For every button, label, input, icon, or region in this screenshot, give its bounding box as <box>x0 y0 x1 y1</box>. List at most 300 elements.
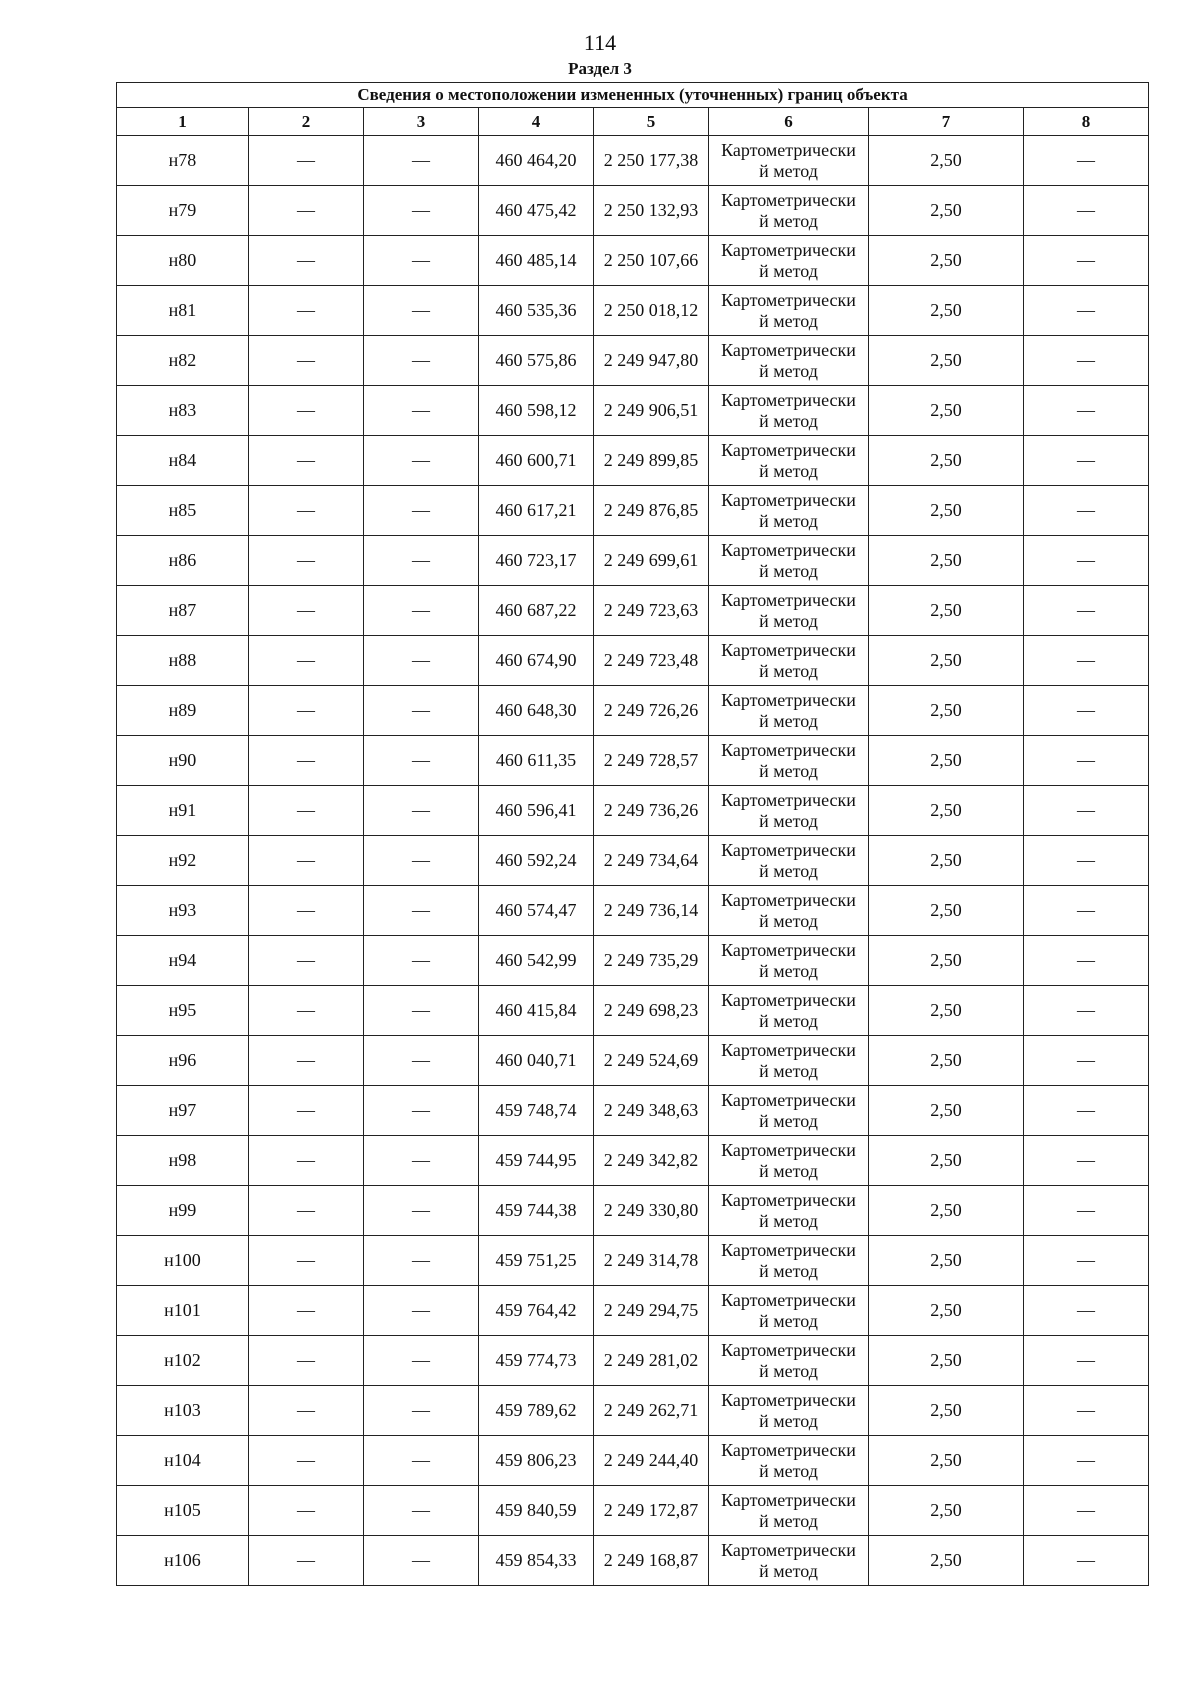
point-name-cell: н93 <box>117 886 249 936</box>
method-cell <box>709 236 869 286</box>
column-number: 4 <box>479 108 594 136</box>
point-name-cell: н84 <box>117 436 249 486</box>
table-row <box>117 586 1149 636</box>
method-text-line-1: Картометрически <box>721 189 856 210</box>
column-8-cell: — <box>1024 636 1149 686</box>
table-row <box>117 1486 1149 1536</box>
column-8-cell: — <box>1024 1086 1149 1136</box>
accuracy-cell: 2,50 <box>869 1086 1024 1136</box>
column-3-cell: — <box>364 886 479 936</box>
point-name-cell: н87 <box>117 586 249 636</box>
accuracy-cell: 2,50 <box>869 586 1024 636</box>
method-text-line-1: Картометрически <box>721 1289 856 1310</box>
column-8-cell: — <box>1024 836 1149 886</box>
column-3-cell: — <box>364 736 479 786</box>
x-coordinate-cell: 460 598,12 <box>479 386 594 436</box>
table-row <box>117 136 1149 186</box>
accuracy-cell: 2,50 <box>869 986 1024 1036</box>
column-8-cell: — <box>1024 186 1149 236</box>
column-2-cell: — <box>249 586 364 636</box>
method-cell <box>709 336 869 386</box>
column-2-cell: — <box>249 236 364 286</box>
accuracy-cell: 2,50 <box>869 1386 1024 1436</box>
accuracy-cell: 2,50 <box>869 786 1024 836</box>
accuracy-cell: 2,50 <box>869 336 1024 386</box>
method-cell <box>709 1136 869 1186</box>
y-coordinate-cell: 2 249 342,82 <box>594 1136 709 1186</box>
method-cell <box>709 736 869 786</box>
method-text-line-2: й метод <box>759 710 818 731</box>
accuracy-cell: 2,50 <box>869 1036 1024 1086</box>
table-row <box>117 836 1149 886</box>
x-coordinate-cell: 460 674,90 <box>479 636 594 686</box>
x-coordinate-cell: 459 748,74 <box>479 1086 594 1136</box>
y-coordinate-cell: 2 249 168,87 <box>594 1536 709 1586</box>
method-cell <box>709 186 869 236</box>
accuracy-cell: 2,50 <box>869 286 1024 336</box>
method-text-line-1: Картометрически <box>721 1539 856 1560</box>
x-coordinate-cell: 459 806,23 <box>479 1436 594 1486</box>
table-row <box>117 536 1149 586</box>
method-text-line-2: й метод <box>759 460 818 481</box>
column-8-cell: — <box>1024 1286 1149 1336</box>
method-text-line-2: й метод <box>759 810 818 831</box>
method-text-line-2: й метод <box>759 260 818 281</box>
column-3-cell: — <box>364 586 479 636</box>
column-8-cell: — <box>1024 1336 1149 1386</box>
y-coordinate-cell: 2 249 244,40 <box>594 1436 709 1486</box>
method-text-line-2: й метод <box>759 410 818 431</box>
y-coordinate-cell: 2 250 132,93 <box>594 186 709 236</box>
method-cell <box>709 1336 869 1386</box>
method-cell <box>709 486 869 536</box>
page-number: 114 <box>583 30 617 55</box>
column-2-cell: — <box>249 1336 364 1386</box>
column-3-cell: — <box>364 436 479 486</box>
x-coordinate-cell: 460 687,22 <box>479 586 594 636</box>
method-cell <box>709 1536 869 1586</box>
point-name-cell: н86 <box>117 536 249 586</box>
table-row <box>117 736 1149 786</box>
table-row <box>117 636 1149 686</box>
column-2-cell: — <box>249 386 364 436</box>
point-name-cell: н95 <box>117 986 249 1036</box>
column-number: 1 <box>117 108 249 136</box>
method-text-line-2: й метод <box>759 760 818 781</box>
x-coordinate-cell: 460 040,71 <box>479 1036 594 1086</box>
column-3-cell: — <box>364 336 479 386</box>
column-8-cell: — <box>1024 536 1149 586</box>
method-text-line-1: Картометрически <box>721 489 856 510</box>
method-cell <box>709 1286 869 1336</box>
point-name-cell: н83 <box>117 386 249 436</box>
column-number-row <box>117 108 1149 136</box>
column-2-cell: — <box>249 1086 364 1136</box>
column-3-cell: — <box>364 1236 479 1286</box>
column-3-cell: — <box>364 1436 479 1486</box>
method-cell <box>709 786 869 836</box>
x-coordinate-cell: 459 751,25 <box>479 1236 594 1286</box>
column-8-cell: — <box>1024 1436 1149 1486</box>
method-text-line-1: Картометрически <box>721 1489 856 1510</box>
column-2-cell: — <box>249 686 364 736</box>
accuracy-cell: 2,50 <box>869 486 1024 536</box>
column-8-cell: — <box>1024 686 1149 736</box>
method-text-line-2: й метод <box>759 960 818 981</box>
x-coordinate-cell: 459 854,33 <box>479 1536 594 1586</box>
table-row <box>117 1086 1149 1136</box>
point-name-cell: н78 <box>117 136 249 186</box>
table-caption: Сведения о местоположении измененных (уточненных) границ объекта <box>117 83 1149 108</box>
column-8-cell: — <box>1024 336 1149 386</box>
column-2-cell: — <box>249 736 364 786</box>
method-cell <box>709 1236 869 1286</box>
x-coordinate-cell: 460 596,41 <box>479 786 594 836</box>
table-row <box>117 1436 1149 1486</box>
point-name-cell: н96 <box>117 1036 249 1086</box>
point-name-cell: н89 <box>117 686 249 736</box>
point-name-cell: н100 <box>117 1236 249 1286</box>
point-name-cell: н79 <box>117 186 249 236</box>
point-name-cell: н105 <box>117 1486 249 1536</box>
accuracy-cell: 2,50 <box>869 936 1024 986</box>
method-text-line-1: Картометрически <box>721 1139 856 1160</box>
y-coordinate-cell: 2 250 107,66 <box>594 236 709 286</box>
method-text-line-1: Картометрически <box>721 239 856 260</box>
y-coordinate-cell: 2 249 348,63 <box>594 1086 709 1136</box>
column-8-cell: — <box>1024 436 1149 486</box>
column-2-cell: — <box>249 336 364 386</box>
column-2-cell: — <box>249 1186 364 1236</box>
x-coordinate-cell: 460 542,99 <box>479 936 594 986</box>
accuracy-cell: 2,50 <box>869 1486 1024 1536</box>
column-number: 6 <box>709 108 869 136</box>
column-3-cell: — <box>364 1386 479 1436</box>
method-cell <box>709 1386 869 1436</box>
method-text-line-2: й метод <box>759 160 818 181</box>
method-cell <box>709 586 869 636</box>
method-cell <box>709 636 869 686</box>
method-text-line-2: й метод <box>759 1160 818 1181</box>
column-2-cell: — <box>249 286 364 336</box>
method-text-line-1: Картометрически <box>721 1439 856 1460</box>
method-text-line-1: Картометрически <box>721 1089 856 1110</box>
method-cell <box>709 1186 869 1236</box>
method-text-line-2: й метод <box>759 1210 818 1231</box>
table-row <box>117 486 1149 536</box>
column-3-cell: — <box>364 386 479 436</box>
method-text-line-1: Картометрически <box>721 639 856 660</box>
method-text-line-2: й метод <box>759 1110 818 1131</box>
y-coordinate-cell: 2 249 723,63 <box>594 586 709 636</box>
method-cell <box>709 536 869 586</box>
column-3-cell: — <box>364 686 479 736</box>
coordinates-table <box>116 82 1149 1586</box>
method-text-line-2: й метод <box>759 1360 818 1381</box>
y-coordinate-cell: 2 249 906,51 <box>594 386 709 436</box>
column-8-cell: — <box>1024 1386 1149 1436</box>
table-row <box>117 336 1149 386</box>
y-coordinate-cell: 2 249 899,85 <box>594 436 709 486</box>
column-3-cell: — <box>364 286 479 336</box>
section-title: Раздел 3 <box>568 59 632 78</box>
x-coordinate-cell: 460 611,35 <box>479 736 594 786</box>
x-coordinate-cell: 460 415,84 <box>479 986 594 1036</box>
point-name-cell: н103 <box>117 1386 249 1436</box>
accuracy-cell: 2,50 <box>869 1136 1024 1186</box>
method-text-line-2: й метод <box>759 1010 818 1031</box>
x-coordinate-cell: 460 648,30 <box>479 686 594 736</box>
point-name-cell: н99 <box>117 1186 249 1236</box>
y-coordinate-cell: 2 249 736,14 <box>594 886 709 936</box>
method-cell <box>709 986 869 1036</box>
method-text-line-2: й метод <box>759 910 818 931</box>
point-name-cell: н82 <box>117 336 249 386</box>
x-coordinate-cell: 460 485,14 <box>479 236 594 286</box>
y-coordinate-cell: 2 250 018,12 <box>594 286 709 336</box>
point-name-cell: н97 <box>117 1086 249 1136</box>
accuracy-cell: 2,50 <box>869 236 1024 286</box>
y-coordinate-cell: 2 249 735,29 <box>594 936 709 986</box>
point-name-cell: н81 <box>117 286 249 336</box>
table-row <box>117 1536 1149 1586</box>
column-2-cell: — <box>249 186 364 236</box>
accuracy-cell: 2,50 <box>869 1536 1024 1586</box>
method-cell <box>709 286 869 336</box>
y-coordinate-cell: 2 250 177,38 <box>594 136 709 186</box>
column-3-cell: — <box>364 986 479 1036</box>
accuracy-cell: 2,50 <box>869 736 1024 786</box>
accuracy-cell: 2,50 <box>869 436 1024 486</box>
y-coordinate-cell: 2 249 728,57 <box>594 736 709 786</box>
x-coordinate-cell: 460 475,42 <box>479 186 594 236</box>
accuracy-cell: 2,50 <box>869 886 1024 936</box>
x-coordinate-cell: 460 617,21 <box>479 486 594 536</box>
column-8-cell: — <box>1024 936 1149 986</box>
column-number: 5 <box>594 108 709 136</box>
table-caption-row <box>117 83 1149 108</box>
y-coordinate-cell: 2 249 172,87 <box>594 1486 709 1536</box>
column-2-cell: — <box>249 1536 364 1586</box>
accuracy-cell: 2,50 <box>869 836 1024 886</box>
accuracy-cell: 2,50 <box>869 136 1024 186</box>
column-3-cell: — <box>364 1286 479 1336</box>
method-cell <box>709 1036 869 1086</box>
column-8-cell: — <box>1024 986 1149 1036</box>
table-row <box>117 686 1149 736</box>
column-8-cell: — <box>1024 1536 1149 1586</box>
x-coordinate-cell: 459 744,95 <box>479 1136 594 1186</box>
x-coordinate-cell: 460 575,86 <box>479 336 594 386</box>
column-3-cell: — <box>364 536 479 586</box>
method-text-line-1: Картометрически <box>721 539 856 560</box>
column-3-cell: — <box>364 486 479 536</box>
column-3-cell: — <box>364 1336 479 1386</box>
point-name-cell: н85 <box>117 486 249 536</box>
method-text-line-1: Картометрически <box>721 689 856 710</box>
accuracy-cell: 2,50 <box>869 1186 1024 1236</box>
y-coordinate-cell: 2 249 524,69 <box>594 1036 709 1086</box>
accuracy-cell: 2,50 <box>869 1286 1024 1336</box>
method-text-line-1: Картометрически <box>721 139 856 160</box>
point-name-cell: н101 <box>117 1286 249 1336</box>
method-text-line-1: Картометрически <box>721 389 856 410</box>
method-text-line-1: Картометрически <box>721 1339 856 1360</box>
table-row <box>117 236 1149 286</box>
table-row <box>117 186 1149 236</box>
table-row <box>117 286 1149 336</box>
table-row <box>117 1186 1149 1236</box>
column-number: 8 <box>1024 108 1149 136</box>
accuracy-cell: 2,50 <box>869 386 1024 436</box>
y-coordinate-cell: 2 249 294,75 <box>594 1286 709 1336</box>
method-text-line-1: Картометрически <box>721 439 856 460</box>
method-cell <box>709 686 869 736</box>
accuracy-cell: 2,50 <box>869 1336 1024 1386</box>
column-8-cell: — <box>1024 1036 1149 1086</box>
method-text-line-1: Картометрически <box>721 289 856 310</box>
x-coordinate-cell: 459 774,73 <box>479 1336 594 1386</box>
accuracy-cell: 2,50 <box>869 1436 1024 1486</box>
x-coordinate-cell: 460 574,47 <box>479 886 594 936</box>
method-cell <box>709 936 869 986</box>
column-8-cell: — <box>1024 586 1149 636</box>
column-2-cell: — <box>249 136 364 186</box>
method-text-line-1: Картометрически <box>721 1039 856 1060</box>
x-coordinate-cell: 460 723,17 <box>479 536 594 586</box>
y-coordinate-cell: 2 249 947,80 <box>594 336 709 386</box>
y-coordinate-cell: 2 249 734,64 <box>594 836 709 886</box>
point-name-cell: н102 <box>117 1336 249 1386</box>
x-coordinate-cell: 460 535,36 <box>479 286 594 336</box>
x-coordinate-cell: 459 744,38 <box>479 1186 594 1236</box>
point-name-cell: н98 <box>117 1136 249 1186</box>
point-name-cell: н91 <box>117 786 249 836</box>
column-3-cell: — <box>364 1136 479 1186</box>
column-3-cell: — <box>364 936 479 986</box>
table-row <box>117 986 1149 1036</box>
method-cell <box>709 1486 869 1536</box>
column-2-cell: — <box>249 1286 364 1336</box>
column-8-cell: — <box>1024 886 1149 936</box>
column-3-cell: — <box>364 836 479 886</box>
column-8-cell: — <box>1024 136 1149 186</box>
table-row <box>117 1336 1149 1386</box>
column-2-cell: — <box>249 936 364 986</box>
method-text-line-1: Картометрически <box>721 989 856 1010</box>
x-coordinate-cell: 460 592,24 <box>479 836 594 886</box>
column-8-cell: — <box>1024 1236 1149 1286</box>
column-3-cell: — <box>364 786 479 836</box>
method-text-line-2: й метод <box>759 1060 818 1081</box>
column-3-cell: — <box>364 1086 479 1136</box>
method-text-line-2: й метод <box>759 510 818 531</box>
y-coordinate-cell: 2 249 876,85 <box>594 486 709 536</box>
method-text-line-2: й метод <box>759 1260 818 1281</box>
column-2-cell: — <box>249 1436 364 1486</box>
method-cell <box>709 1086 869 1136</box>
column-3-cell: — <box>364 1186 479 1236</box>
column-2-cell: — <box>249 1036 364 1086</box>
column-number: 3 <box>364 108 479 136</box>
column-8-cell: — <box>1024 1486 1149 1536</box>
method-text-line-2: й метод <box>759 1460 818 1481</box>
column-2-cell: — <box>249 1486 364 1536</box>
method-cell <box>709 1436 869 1486</box>
column-2-cell: — <box>249 886 364 936</box>
column-8-cell: — <box>1024 736 1149 786</box>
table-row <box>117 1286 1149 1336</box>
y-coordinate-cell: 2 249 262,71 <box>594 1386 709 1436</box>
method-text-line-2: й метод <box>759 1410 818 1431</box>
column-3-cell: — <box>364 186 479 236</box>
point-name-cell: н90 <box>117 736 249 786</box>
table-row <box>117 786 1149 836</box>
method-text-line-2: й метод <box>759 210 818 231</box>
accuracy-cell: 2,50 <box>869 686 1024 736</box>
accuracy-cell: 2,50 <box>869 1236 1024 1286</box>
y-coordinate-cell: 2 249 726,26 <box>594 686 709 736</box>
accuracy-cell: 2,50 <box>869 536 1024 586</box>
accuracy-cell: 2,50 <box>869 186 1024 236</box>
method-text-line-1: Картометрически <box>721 339 856 360</box>
y-coordinate-cell: 2 249 698,23 <box>594 986 709 1036</box>
method-text-line-2: й метод <box>759 360 818 381</box>
y-coordinate-cell: 2 249 281,02 <box>594 1336 709 1386</box>
column-2-cell: — <box>249 486 364 536</box>
column-3-cell: — <box>364 1036 479 1086</box>
method-text-line-2: й метод <box>759 310 818 331</box>
column-8-cell: — <box>1024 1136 1149 1186</box>
column-8-cell: — <box>1024 286 1149 336</box>
column-2-cell: — <box>249 1236 364 1286</box>
method-text-line-1: Картометрически <box>721 939 856 960</box>
method-text-line-2: й метод <box>759 860 818 881</box>
column-3-cell: — <box>364 236 479 286</box>
method-text-line-2: й метод <box>759 610 818 631</box>
table-row <box>117 1386 1149 1436</box>
column-2-cell: — <box>249 536 364 586</box>
column-3-cell: — <box>364 1486 479 1536</box>
method-text-line-2: й метод <box>759 1510 818 1531</box>
x-coordinate-cell: 459 764,42 <box>479 1286 594 1336</box>
y-coordinate-cell: 2 249 699,61 <box>594 536 709 586</box>
method-text-line-1: Картометрически <box>721 1189 856 1210</box>
column-2-cell: — <box>249 786 364 836</box>
point-name-cell: н80 <box>117 236 249 286</box>
method-cell <box>709 386 869 436</box>
method-text-line-1: Картометрически <box>721 1389 856 1410</box>
y-coordinate-cell: 2 249 736,26 <box>594 786 709 836</box>
method-cell <box>709 836 869 886</box>
table-row <box>117 1236 1149 1286</box>
point-name-cell: н94 <box>117 936 249 986</box>
point-name-cell: н106 <box>117 1536 249 1586</box>
method-text-line-2: й метод <box>759 660 818 681</box>
method-text-line-1: Картометрически <box>721 739 856 760</box>
point-name-cell: н104 <box>117 1436 249 1486</box>
y-coordinate-cell: 2 249 314,78 <box>594 1236 709 1286</box>
method-text-line-1: Картометрически <box>721 589 856 610</box>
column-3-cell: — <box>364 1536 479 1586</box>
column-2-cell: — <box>249 636 364 686</box>
table-row <box>117 886 1149 936</box>
column-8-cell: — <box>1024 236 1149 286</box>
method-text-line-1: Картометрически <box>721 839 856 860</box>
column-2-cell: — <box>249 436 364 486</box>
table-row <box>117 1036 1149 1086</box>
table-row <box>117 1136 1149 1186</box>
